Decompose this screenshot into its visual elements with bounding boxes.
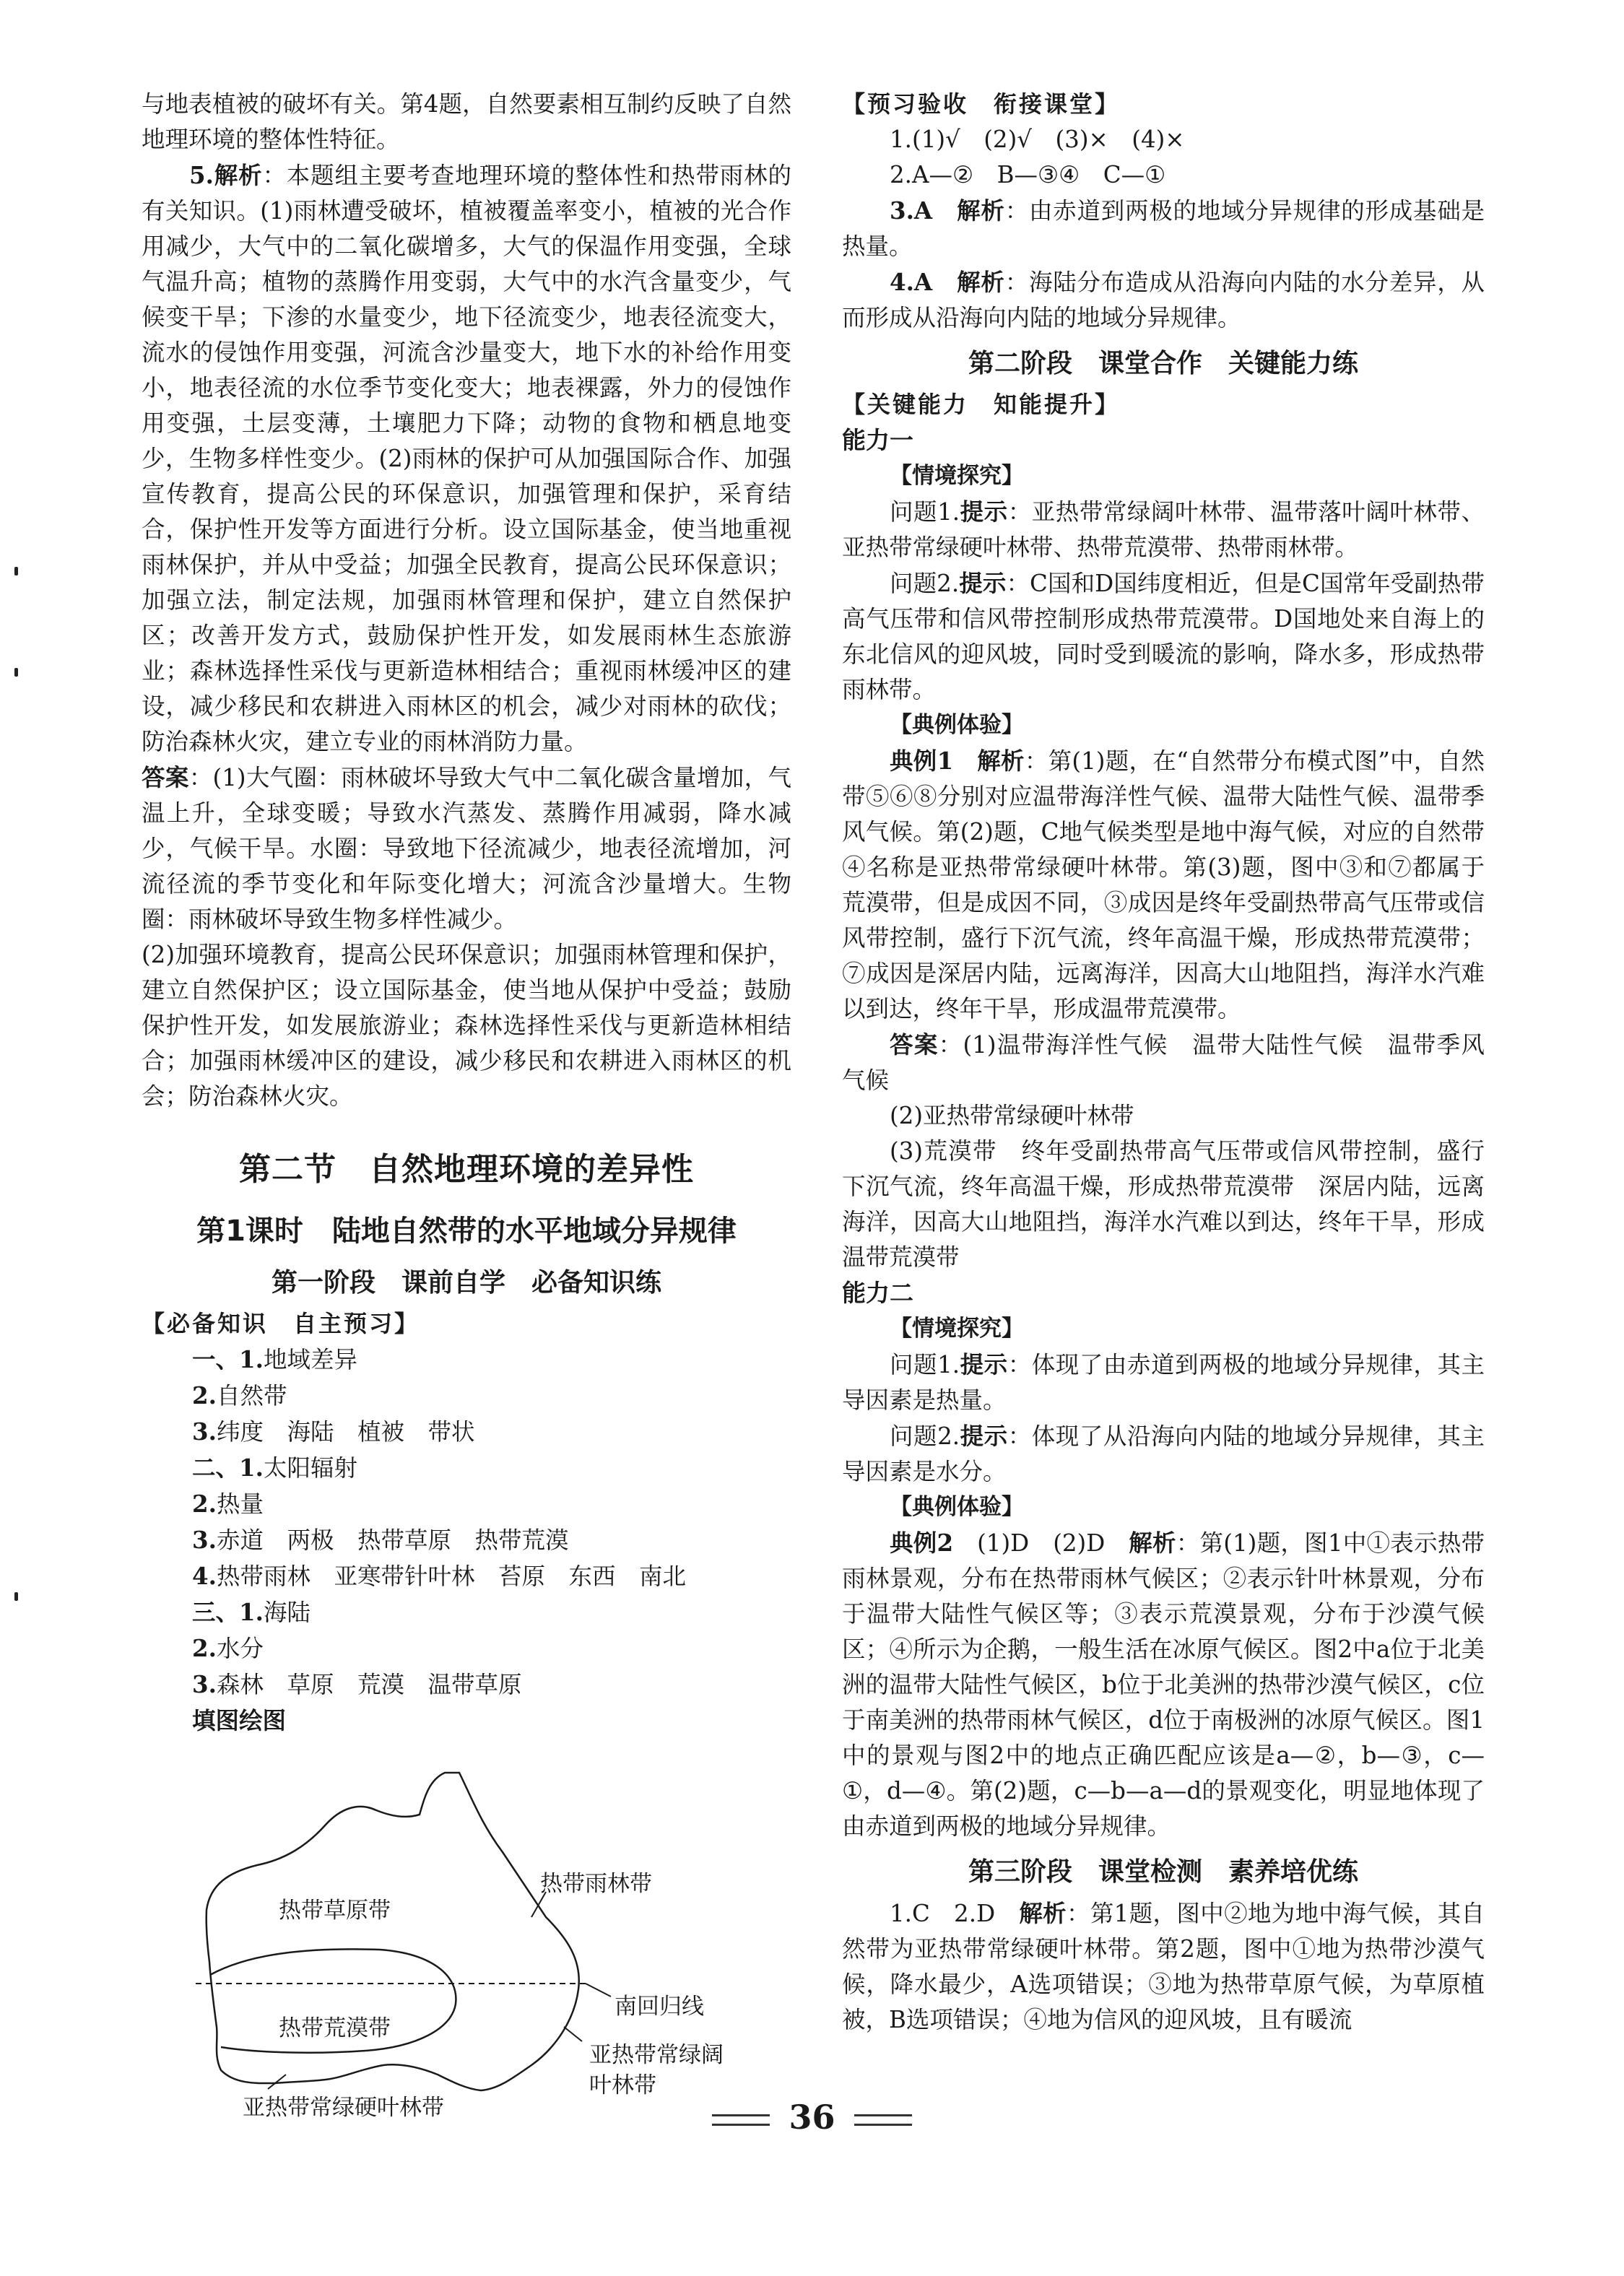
scenario-label: 【情境探究】 [890,1316,1024,1342]
page-footer [0,2098,1624,2137]
test-answers: 1.C 2.D 解析：第1题，图中②地为地中海气候，其自然带为亚热带常绿硬叶林带。第2题，图中①地为热带沙漠气候，降水最少，A选项错误；③地为热带草原气候，为草原植被，B选项错误；④地为信风的迎风坡，且有暖流 [842,1899,1485,2033]
preview-answer-3: 3.A 解析：由赤道到两极的地域分异规律的形成基础是热量。 [842,196,1485,260]
analysis-5 [142,157,791,760]
map-heading: 填图绘图 [192,1706,287,1734]
footer-rule-left [712,2114,770,2126]
list-item: 一、1.地域差异 [192,1345,357,1373]
ability-heading: 能力一 [842,426,913,454]
question-1: 问题1.提示：亚热带常绿阔叶林带、温带落叶阔叶林带、亚热带常绿硬叶林带、热带荒漠带、热带雨林带。 [842,498,1485,561]
stage-title: 第二阶段 课堂合作 关键能力练 [968,349,1358,378]
answer-text: ：(1)大气圈：雨林破坏导致大气中二氧化碳含量增加，气温上升，全球变暖；导致水汽蒸发、蒸腾作用减弱，降水减少，气候干旱。水圈：导致地下径流减少，地表径流增加，河流径流的季节变化和年际变化增大；河流含沙量增大。生物圈：雨林破坏导致生物多样性减少。 [142,764,791,933]
example-label: 【典例体验】 [890,1494,1024,1520]
answer-2: (2)加强环境教育，提高公民环保意识；加强雨林管理和保护，建立自然保护区；设立国际基金，使当地从保护中受益；鼓励保护性开发，如发展旅游业；森林选择性采伐与更新造林相结合；加强雨林缓冲区的建设，减少移民和农耕进入雨林区的机会；防治森林火灾。 [142,941,791,1110]
example-1: 典例1 解析：第(1)题，在“自然带分布模式图”中，自然带⑤⑥⑧分别对应温带海洋性气候、温带大陆性气候、温带季风气候。第(2)题，C地气候类型是地中海气候，对应的自然带④名称是亚热带常绿硬叶林带。第(3)题，图中③和⑦都属于荒漠带，但是成因不同，③成因是终年受副热带高气压带或信风带控制，盛行下沉气流，终年高温干燥，形成热带荒漠带；⑦成因是深居内陆，远离海洋，因高大山地阻挡，海洋水汽难以到达，终年干旱，形成温带荒漠带。 [842,747,1485,1022]
list-item: 三、1.海陆 [192,1598,311,1626]
footer-rule-right [854,2114,912,2126]
australia-map [142,1744,791,2121]
bracket-heading: 【关键能力 知能提升】 [842,391,1121,418]
bracket-heading: 【必备知识 自主预习】 [142,1310,420,1337]
bracket-heading: 【预习验收 衔接课堂】 [842,90,1121,118]
answer-label: 答案 [142,763,189,791]
margin-mark [14,567,18,575]
list-item: 3.纬度 海陆 植被 带状 [192,1417,475,1446]
example-1-answer-2: (2)亚热带常绿硬叶林带 [890,1102,1134,1129]
stage-title: 第三阶段 课堂检测 素养培优练 [968,1857,1358,1887]
question-number: 5. [189,161,214,189]
left-column [142,87,791,2121]
example-1-answer-3: (3)荒漠带 终年受副热带高气压带或信风带控制，盛行下沉气流，终年高温干燥，形成热带荒漠带 深居内陆，远离海洋，因高大山地阻挡，海洋水汽难以到达，终年干旱，形成温带荒漠带 [842,1137,1485,1271]
scenario-label: 【情境探究】 [890,463,1024,489]
preview-answer-1: 1.(1)√ (2)√ (3)× (4)× [890,126,1185,153]
preview-answer-4: 4.A 解析：海陆分布造成从沿海向内陆的水分差异，从而形成从沿海向内陆的地域分异规律。 [842,268,1485,331]
right-column [842,87,1485,2038]
paragraph: 与地表植被的破坏有关。第4题，自然要素相互制约反映了自然地理环境的整体性特征。 [142,90,791,153]
example-2: 典例2 (1)D (2)D 解析：第(1)题，图1中①表示热带雨林景观，分布在热带雨林气候区；②表示针叶林景观，分布于温带大陆性气候区等；③表示荒漠景观，分布于沙漠气候区；④所示为企鹅，一般生活在冰原气候区。图2中a位于北美洲的温带大陆性气候区，b位于北美洲的热带沙漠气候区，c位于南美洲的热带雨林气候区，d位于南极洲的冰原气候区。图1中的景观与图2中的地点正确匹配应该是a—②，b—③，c—①，d—④。第(2)题，c—b—a—d的景观变化，明显地体现了由赤道到两极的地域分异规律。 [842,1529,1485,1840]
section-title: 第二节 自然地理环境的差异性 [239,1151,694,1188]
list-item: 2.自然带 [192,1381,287,1410]
page-number: 36 [789,2098,835,2137]
stage-title: 第一阶段 课前自学 必备知识练 [271,1268,661,1298]
list-item: 2.水分 [192,1634,264,1662]
label-sclerophyll: 亚热带常绿硬叶林带 [243,2095,444,2121]
label-rainforest: 热带雨林带 [540,1871,652,1897]
list-item: 3.赤道 两极 热带草原 热带荒漠 [192,1526,569,1554]
list-item: 二、1.太阳辐射 [192,1454,357,1482]
example-label: 【典例体验】 [890,712,1024,738]
question-3: 问题1.提示：体现了由赤道到两极的地域分异规律，其主导因素是热量。 [842,1350,1485,1414]
label-desert: 热带荒漠带 [279,2015,391,2041]
question-2: 问题2.提示：C国和D国纬度相近，但是C国常年受副热带高气压带和信风带控制形成热带荒漠带。D国地处来自海上的东北信风的迎风坡，同时受到暖流的影响，降水多，形成热带雨林带。 [842,569,1485,703]
margin-mark [14,668,18,677]
question-4: 问题2.提示：体现了从沿海向内陆的地域分异规律，其主导因素是水分。 [842,1422,1485,1485]
ability-heading: 能力二 [842,1279,913,1307]
margin-mark [14,1592,18,1601]
list-item: 2.热量 [192,1490,264,1518]
list-item: 3.森林 草原 荒漠 温带草原 [192,1670,522,1698]
answer-1 [142,760,791,937]
analysis-label: 解析 [213,161,263,189]
preview-answer-2: 2.A—② B—③④ C—① [890,161,1166,188]
lesson-title: 第1课时 陆地自然带的水平地域分异规律 [196,1215,737,1248]
label-savanna: 热带草原带 [279,1898,391,1924]
list-item: 4.热带雨林 亚寒带针叶林 苔原 东西 南北 [192,1562,686,1590]
example-1-answer: 答案：(1)温带海洋性气候 温带大陆性气候 温带季风气候 [842,1030,1485,1094]
analysis-text: ：本题组主要考查地理环境的整体性和热带雨林的有关知识。(1)雨林遭受破坏，植被覆盖率变小，植被的光合作用减少，大气中的二氧化碳增多，大气的保温作用变强，全球气温升高；植物的蒸腾作用变弱，大气中的水汽含量变少，气候变干旱；下渗的水量变少，地下径流变少，地表径流变大，流水的侵蚀作用变强，河流含沙量变大，地下水的补给作用变小，地表径流的水位季节变化变大；地表裸露，外力的侵蚀作用变强，土层变薄，土壤肥力下降；动物的食物和栖息地变少，生物多样性变少。(2)雨林的保护可从加强国际合作、加强宣传教育，提高公民的环保意识，加强管理和保护，采育结合，保护性开发等方面进行分析。设立国际基金，使当地重视雨林保护，并从中受益；加强全民教育，提高公民环保意识；加强立法，制定法规，加强雨林管理和保护，建立自然保护区；改善开发方式，鼓励保护性开发，如发展雨林生态旅游业；森林选择性采伐与更新造林相结合；重视雨林缓冲区的建设，减少移民和农耕进入雨林区的机会，减少对雨林的砍伐；防治森林火灾，建立专业的雨林消防力量。 [142,162,791,755]
label-tropic-of-capricorn: 南回归线 [615,1994,704,2020]
label-broadleaf: 亚热带常绿阔叶林带 [589,2042,724,2098]
